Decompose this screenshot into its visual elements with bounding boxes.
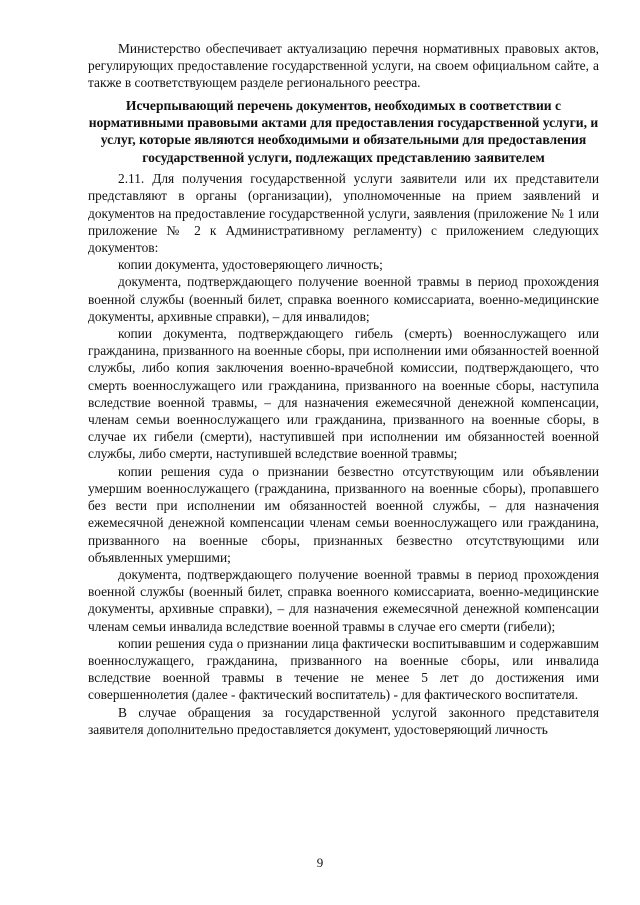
intro-paragraph: Министерство обеспечивает актуализацию перечня нормативных правовых актов, регулирующих предоставление государственной услуги, на своем официальном сайте, а также в соответствующем разделе регионального реестра. <box>88 41 599 91</box>
list-item-identity-document: копии документа, удостоверяющего личность; <box>118 257 383 273</box>
list-item-court-decision-missing: копии решения суда о признании безвестно отсутствующим или объявлении умершим военнослужащего (гражданина, призванного на военные сборы), пропавшего без вести при исполнении им обязанностей военной службы, – для назначения ежемесячной денежной компенсации членам семьи военнослужащего или гражданина, призванного на военные сборы, признанных безвестно отсутствующими или объявленных умершими; <box>88 463 599 565</box>
page-number: 9 <box>316 855 324 870</box>
section-heading: Исчерпывающий перечень документов, необходимых в соответствии с нормативными правовыми актами для предоставления государственной услуги, и услуг, которые являются необходимыми и обязательными для предоставления государственной услуги, подлежащих представлению заявителем <box>88 97 599 165</box>
list-item-military-injury-document: документа, подтверждающего получение военной травмы в период прохождения военной службы (военный билет, справка военного комиссариата, военно-медицинские документы, архивные справки), – для инвалидов; <box>88 274 599 324</box>
list-item-court-decision-guardian: копии решения суда о признании лица фактически воспитывавшим и содержавшим военнослужащего, гражданина, призванного на военные сборы, или инвалида вследствие военной травмы в течение не менее 5 лет до достижения ими совершеннолетия (далее - фактический воспитатель) - для фактического воспитателя. <box>88 635 599 703</box>
paragraph-2-11: 2.11. Для получения государственной услуги заявители или их представители представляют в органы (организации), уполномоченные на прием заявлений и документов на предоставление государственной услуги, заявления (приложение № 1 или приложение № 2 к Административному регламенту) с приложением следующих документов: <box>88 171 599 256</box>
list-item-death-document: копии документа, подтверждающего гибель (смерть) военнослужащего или гражданина, призванного на военные сборы, при исполнении ими обязанностей военной службы, либо копия заключения военно-врачебной комиссии, подтверждающего, что смерть военнослужащего или гражданина, призванного на военные сборы, наступила вследствие военной травмы, – для назначения ежемесячной денежной компенсации, членам семьи военнослужащего или гражданина, призванного на военные сборы, в случае их гибели (смерти), наступившей при исполнении им обязанностей военной службы, либо смерти, наступившей вследствие военной травмы; <box>88 326 599 462</box>
list-item-injury-document-family: документа, подтверждающего получение военной травмы в период прохождения военной службы (военный билет, справка военного комиссариата, военно-медицинские документы, архивные справки), – для назначения ежемесячной денежной компенсации членам семьи инвалида вследствие военной травмы в случае его смерти (гибели); <box>88 566 599 634</box>
legal-representative-paragraph: В случае обращения за государственной услугой законного представителя заявителя дополнительно предоставляется документ, удостоверяющий личность <box>88 704 599 737</box>
document-page <box>88 40 599 738</box>
